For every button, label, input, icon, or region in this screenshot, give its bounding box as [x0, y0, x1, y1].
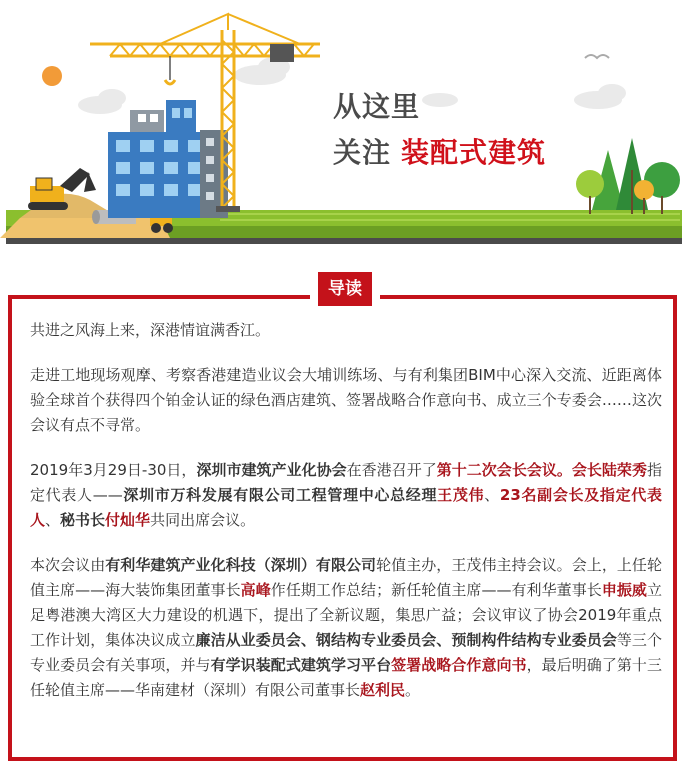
p3-person: 王茂伟 — [437, 486, 485, 504]
guide-tab-label: 导读 — [318, 272, 372, 306]
p4-agreement: 签署战略合作意向书 — [391, 656, 527, 674]
building-icon — [108, 100, 228, 218]
p4-text: 轮值主办，王茂伟主持会议。会上，上任轮值主席——海大装饰集团董事长 — [30, 556, 662, 599]
p3-text: 指定代表人—— — [30, 461, 662, 504]
slogan-highlight: 装配式建筑 — [401, 136, 547, 169]
p4-person: 赵利民 — [360, 681, 406, 699]
p3-text: 在香港召开了 — [346, 461, 437, 479]
p4-platform: 有学识装配式建筑学习平台 — [210, 656, 392, 674]
p3-text: 2019年3月29日-30日， — [30, 461, 197, 479]
paragraph-1: 共进之风海上来，深港情谊满香江。 — [30, 321, 271, 339]
p3-attendees: 23名副会长及指定代表人 — [30, 486, 662, 529]
paragraph-2: 走进工地现场观摩、考察香港建造业议会大埔训练场、与有利集团BIM中心深入交流、近距离体验全球首个获得四个铂金认证的绿色酒店建筑、签署战略合作意向书、成立三个专委会……这次会议有点不寻常。 — [30, 366, 662, 434]
p3-role: 秘书长 — [60, 511, 106, 529]
header-banner — [0, 0, 690, 250]
p3-association: 深圳市建筑产业化协会 — [196, 461, 347, 479]
p3-company: 深圳市万科发展有限公司工程管理中心总经理 — [122, 486, 438, 504]
guide-content — [30, 318, 662, 723]
p4-person: 高峰 — [240, 581, 271, 599]
p4-text: ，最后明确了第十三任轮值主席——华南建材（深圳）有限公司董事长 — [30, 656, 662, 699]
slogan-prefix: 关注 — [333, 136, 392, 169]
p4-text: 等三个专业委员会有关事项，并与 — [30, 631, 662, 674]
sun-icon — [42, 66, 62, 86]
banner-slogan — [333, 85, 546, 171]
p4-text: 作任期工作总结；新任轮值主席——有利华董事长 — [270, 581, 602, 599]
p4-text: 。 — [405, 681, 421, 699]
p3-meeting: 第十二次会长会议。会长陆荣秀 — [436, 461, 647, 479]
p3-text: 、 — [484, 486, 500, 504]
p4-committees: 廉洁从业委员会、钢结构专业委员会、预制构件结构专业委员会 — [195, 631, 617, 649]
p3-person: 付灿华 — [105, 511, 151, 529]
slogan-line-1: 从这里 — [333, 90, 421, 123]
tree-icon — [576, 138, 680, 214]
paragraph-4 — [30, 553, 662, 703]
p4-text: 本次会议由 — [30, 556, 106, 574]
slogan-line-2 — [333, 131, 546, 171]
p4-company: 有利华建筑产业化科技（深圳）有限公司 — [105, 556, 377, 574]
paragraph-3 — [30, 458, 662, 533]
p3-text: 共同出席会议。 — [150, 511, 256, 529]
p4-person: 申振威 — [601, 581, 647, 599]
p4-text: 立足粤港澳大湾区大力建设的机遇下，提出了全新议题，集思广益；会议审议了协会2019年重点工作计划，集体决议成立 — [30, 581, 662, 649]
p3-text: 、 — [45, 511, 61, 529]
